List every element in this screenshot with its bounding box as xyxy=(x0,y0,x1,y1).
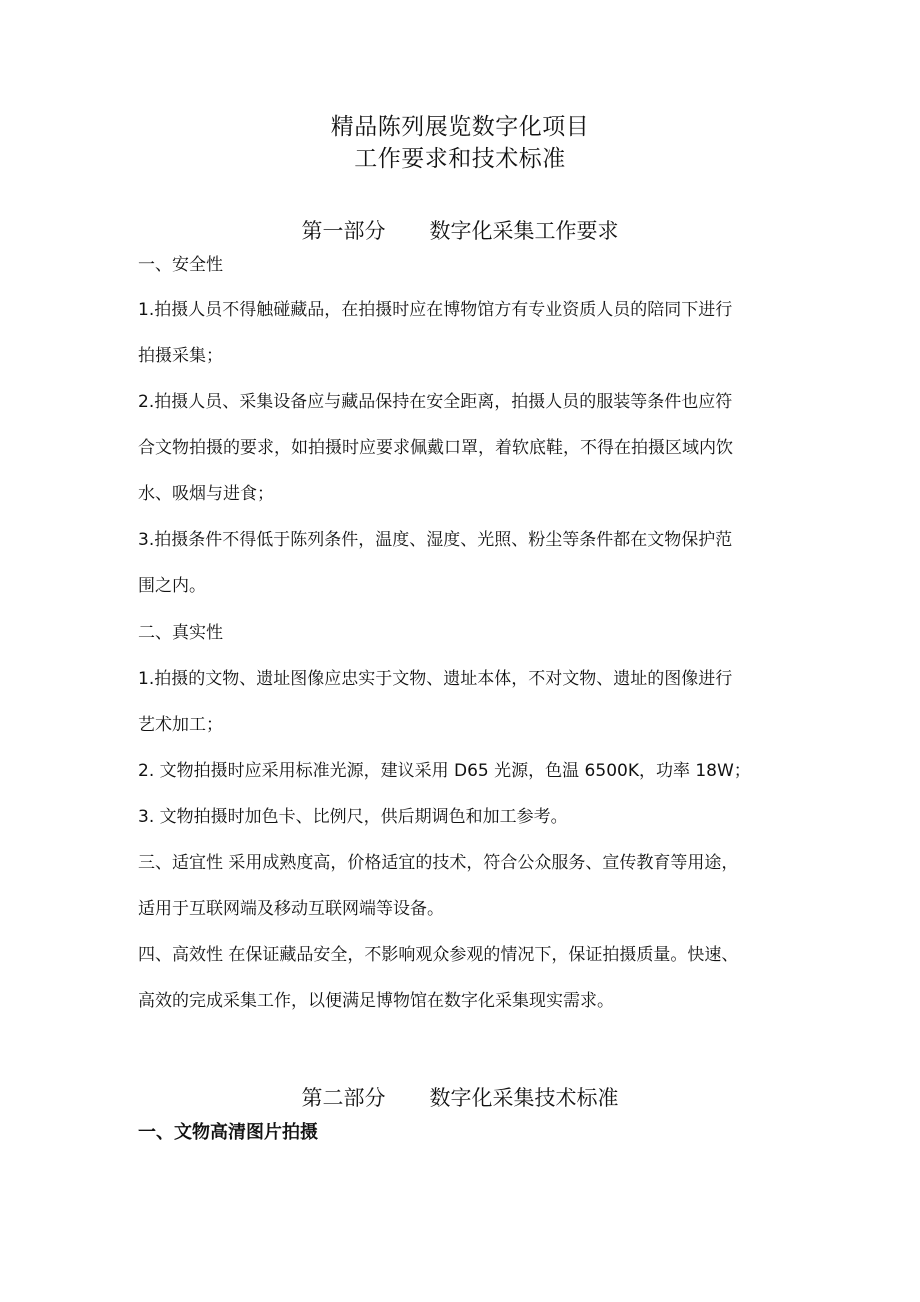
heading-safety: 一、安全性 xyxy=(138,255,223,275)
part2-heading: 一、文物高清图片拍摄 xyxy=(138,1122,318,1143)
paragraph-line: 适用于互联网端及移动互联网端等设备。 xyxy=(138,899,444,919)
paragraph-line: 四、高效性 在保证藏品安全，不影响观众参观的情况下，保证拍摄质量。快速、 xyxy=(138,945,739,965)
heading-authenticity: 二、真实性 xyxy=(138,623,223,643)
part1-label: 第一部分 xyxy=(301,219,386,243)
paragraph-line: 2.拍摄人员、采集设备应与藏品保持在安全距离，拍摄人员的服装等条件也应符 xyxy=(138,392,733,412)
paragraph-line: 3. 文物拍摄时加色卡、比例尺，供后期调色和加工参考。 xyxy=(138,807,568,827)
paragraph-line: 三、适宜性 采用成熟度高，价格适宜的技术，符合公众服务、宣传教育等用途， xyxy=(138,853,739,873)
paragraph-line: 2. 文物拍摄时应采用标准光源，建议采用 D65 光源，色温 6500K，功率 18W； xyxy=(138,761,751,781)
part2-title xyxy=(0,1083,920,1113)
part2-label: 第二部分 xyxy=(301,1086,386,1110)
paragraph-line: 艺术加工； xyxy=(138,715,223,735)
paragraph-line: 合文物拍摄的要求，如拍摄时应要求佩戴口罩，着软底鞋，不得在拍摄区域内饮 xyxy=(138,438,733,458)
paragraph-line: 拍摄采集； xyxy=(138,346,223,366)
paragraph-line: 水、吸烟与进食； xyxy=(138,484,274,504)
document-title-line2: 工作要求和技术标准 xyxy=(354,146,566,172)
paragraph-line: 高效的完成采集工作，以便满足博物馆在数字化采集现实需求。 xyxy=(138,991,614,1011)
part1-title xyxy=(0,216,920,246)
part2-name: 数字化采集技术标准 xyxy=(429,1086,619,1110)
paragraph-line: 1.拍摄的文物、遗址图像应忠实于文物、遗址本体，不对文物、遗址的图像进行 xyxy=(138,669,733,689)
document-title-line1: 精品陈列展览数字化项目 xyxy=(330,114,590,140)
paragraph-line: 围之内。 xyxy=(138,576,206,596)
paragraph-line: 1.拍摄人员不得触碰藏品，在拍摄时应在博物馆方有专业资质人员的陪同下进行 xyxy=(138,300,733,320)
part1-name: 数字化采集工作要求 xyxy=(429,219,619,243)
paragraph-line: 3.拍摄条件不得低于陈列条件，温度、湿度、光照、粉尘等条件都在文物保护范 xyxy=(138,530,733,550)
